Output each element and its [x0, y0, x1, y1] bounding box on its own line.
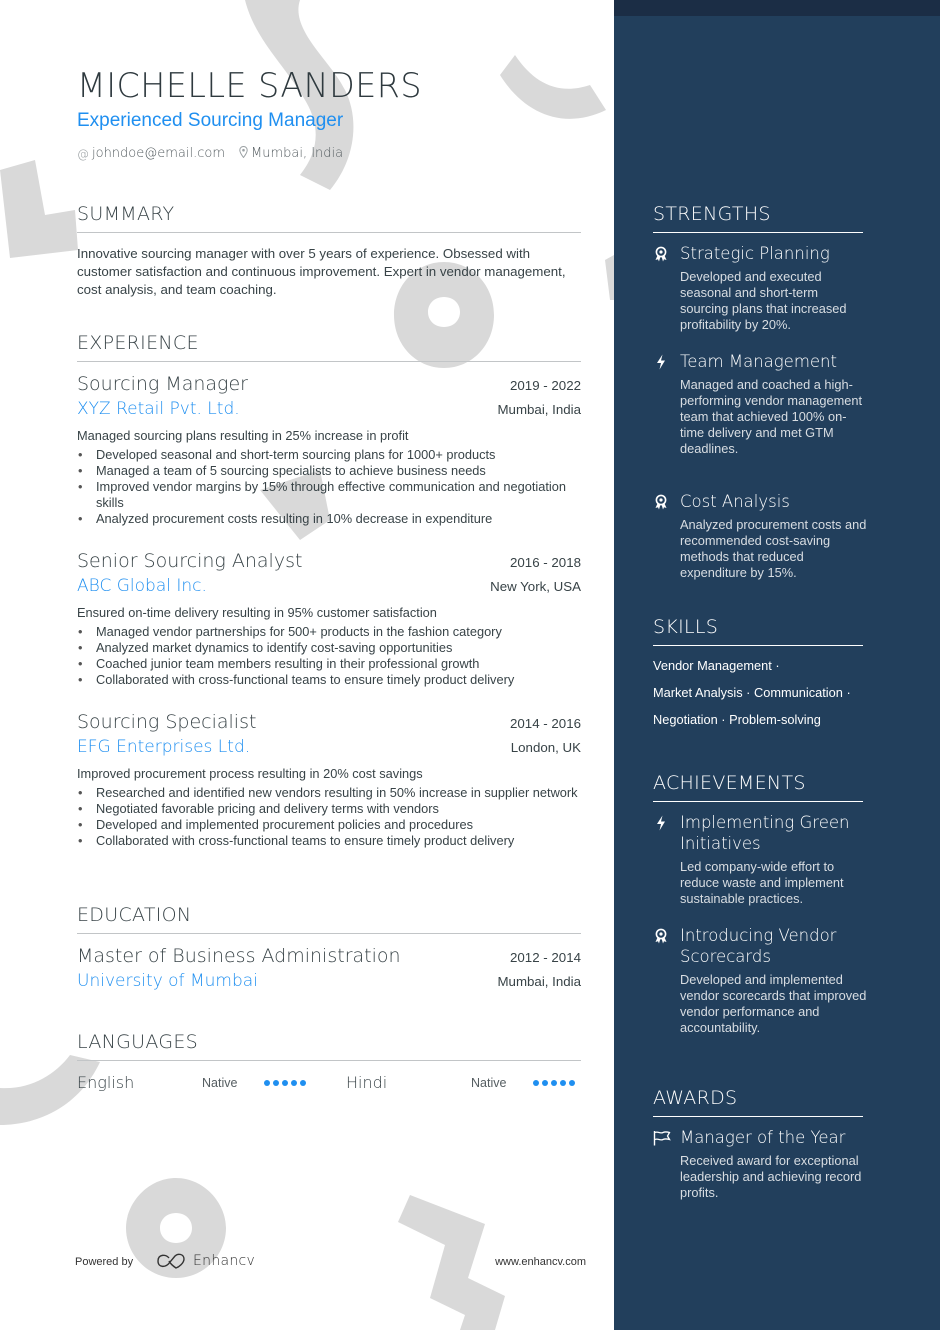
- language-level: Native: [471, 1076, 507, 1090]
- job-role: Sourcing Specialist: [77, 711, 257, 733]
- job-bullets: [77, 624, 581, 688]
- job-bullet: • Coached junior team members resulting in their professional growth: [77, 656, 581, 672]
- enhancv-logo[interactable]: [155, 1252, 255, 1270]
- sidebar: [614, 0, 940, 1330]
- job-bullets: [77, 447, 581, 527]
- section-title-awards: AWARDS: [653, 1087, 863, 1117]
- achievement-title: Introducing Vendor Scorecards: [680, 926, 837, 966]
- brand-name: Enhancv: [193, 1253, 256, 1269]
- summary-text: Innovative sourcing manager with over 5 years of experience. Obsessed with customer satisfaction and continuous improvement. Expert in vendor management, cost analysis, and team coaching.: [77, 246, 566, 297]
- lightning-bolt-icon: [653, 354, 669, 370]
- candidate-name: MICHELLE SANDERS: [77, 66, 423, 106]
- section-title-summary: SUMMARY: [77, 203, 581, 233]
- job-bullet: • Researched and identified new vendors resulting in 50% increase in supplier network: [77, 785, 581, 801]
- job-bullets: [77, 785, 581, 849]
- job-dates: 2016 - 2018: [510, 555, 581, 570]
- school[interactable]: University of Mumbai: [77, 971, 258, 991]
- lightning-bolt-icon: [653, 815, 669, 831]
- skills-line: Negotiation · Problem-solving: [653, 712, 821, 727]
- experience-entry: [77, 550, 581, 688]
- proficiency-dot: [542, 1080, 548, 1086]
- strength-description: Developed and executed seasonal and short-term sourcing plans that increased profitability by 20%.: [680, 269, 847, 332]
- job-company[interactable]: ABC Global Inc.: [77, 576, 207, 596]
- award-title: Manager of the Year: [680, 1128, 846, 1147]
- job-bullet: • Analyzed market dynamics to identify cost-saving opportunities: [77, 640, 581, 656]
- award-ribbon-icon: [653, 494, 669, 510]
- job-company[interactable]: XYZ Retail Pvt. Ltd.: [77, 399, 240, 419]
- job-bullet: • Analyzed procurement costs resulting in 10% decrease in expenditure: [77, 511, 581, 527]
- education-location: Mumbai, India: [497, 974, 581, 989]
- job-bullet: • Developed and implemented procurement policies and procedures: [77, 817, 581, 833]
- language-proficiency-dots: [264, 1080, 306, 1086]
- job-location: London, UK: [510, 740, 581, 755]
- strength-description: Managed and coached a high-performing vendor management team that achieved 100% on-time delivery and met GTM deadlines.: [680, 377, 863, 456]
- section-title-skills: SKILLS: [653, 616, 863, 646]
- language-proficiency-dots: [533, 1080, 575, 1086]
- achievement-description: Developed and implemented vendor scorecards that improved vendor performance and accountability.: [680, 972, 867, 1035]
- achievement-item: [653, 812, 868, 907]
- job-bullet: • Developed seasonal and short-term sourcing plans for 1000+ products: [77, 447, 581, 463]
- award-item: [653, 1127, 868, 1201]
- section-title-education: EDUCATION: [77, 904, 581, 934]
- award-ribbon-icon: [653, 246, 669, 262]
- skills-line: Vendor Management ·: [653, 658, 780, 673]
- job-bullet: • Negotiated favorable pricing and delivery terms with vendors: [77, 801, 581, 817]
- section-title-achievements: ACHIEVEMENTS: [653, 772, 863, 802]
- language-name: English: [77, 1073, 135, 1092]
- proficiency-dot: [273, 1080, 279, 1086]
- experience-entry: [77, 373, 581, 527]
- job-role: Senior Sourcing Analyst: [77, 550, 303, 572]
- degree: Master of Business Administration: [77, 945, 401, 967]
- education-entry: [77, 945, 581, 991]
- website-link[interactable]: www.enhancv.com: [495, 1256, 586, 1268]
- candidate-title: Experienced Sourcing Manager: [77, 110, 344, 131]
- strength-item: [653, 351, 868, 457]
- job-company[interactable]: EFG Enterprises Ltd.: [77, 737, 251, 757]
- strength-title: Cost Analysis: [680, 492, 790, 511]
- location-contact: [239, 146, 343, 161]
- education-dates: 2012 - 2014: [510, 950, 581, 965]
- job-bullet: • Collaborated with cross-functional teams to ensure timely product delivery: [77, 833, 581, 849]
- job-role: Sourcing Manager: [77, 373, 248, 395]
- language-level: Native: [202, 1076, 238, 1090]
- flag-icon: [653, 1130, 669, 1146]
- proficiency-dot: [560, 1080, 566, 1086]
- proficiency-dot: [264, 1080, 270, 1086]
- job-bullet: • Managed a team of 5 sourcing specialists to achieve business needs: [77, 463, 581, 479]
- powered-by-label: Powered by: [75, 1256, 134, 1268]
- email-text: johndoe@email.com: [92, 146, 225, 161]
- skills-line: Market Analysis · Communication ·: [653, 685, 851, 700]
- proficiency-dot: [291, 1080, 297, 1086]
- enhancv-logo-icon: [155, 1252, 187, 1270]
- languages-row: [77, 1073, 581, 1093]
- section-title-experience: EXPERIENCE: [77, 332, 581, 362]
- job-dates: 2014 - 2016: [510, 716, 581, 731]
- section-title-languages: LANGUAGES: [77, 1031, 581, 1061]
- email-contact[interactable]: [77, 146, 225, 161]
- edge-shape: [605, 255, 614, 300]
- job-bullet: • Collaborated with cross-functional teams to ensure timely product delivery: [77, 672, 581, 688]
- proficiency-dot: [569, 1080, 575, 1086]
- proficiency-dot: [533, 1080, 539, 1086]
- strength-title: Team Management: [680, 352, 837, 371]
- location-text: Mumbai, India: [251, 146, 344, 161]
- strength-item: [653, 491, 868, 581]
- achievement-item: [653, 925, 868, 1036]
- section-title-strengths: STRENGTHS: [653, 203, 863, 233]
- job-description: Improved procurement process resulting in 20% cost savings: [77, 766, 423, 781]
- contact-info: [77, 146, 343, 161]
- footer: [75, 1254, 586, 1272]
- proficiency-dot: [282, 1080, 288, 1086]
- sidebar-top-bar: [614, 0, 940, 16]
- award-description: Received award for exceptional leadership and achieving record profits.: [680, 1153, 862, 1200]
- strength-title: Strategic Planning: [680, 244, 830, 263]
- experience-entry: [77, 711, 581, 849]
- job-bullet: • Managed vendor partnerships for 500+ products in the fashion category: [77, 624, 581, 640]
- strength-description: Analyzed procurement costs and recommended cost-saving methods that reduced expenditure by 15%.: [680, 517, 867, 580]
- achievement-title: Implementing Green Initiatives: [680, 813, 850, 853]
- job-bullet: • Improved vendor margins by 15% through effective communication and negotiation skills: [77, 479, 581, 511]
- proficiency-dot: [300, 1080, 306, 1086]
- achievement-description: Led company-wide effort to reduce waste and implement sustainable practices.: [680, 859, 844, 906]
- job-location: Mumbai, India: [497, 402, 581, 417]
- at-icon: @: [77, 146, 89, 161]
- job-dates: 2019 - 2022: [510, 378, 581, 393]
- job-location: New York, USA: [490, 579, 581, 594]
- job-description: Managed sourcing plans resulting in 25% increase in profit: [77, 428, 409, 443]
- job-description: Ensured on-time delivery resulting in 95% customer satisfaction: [77, 605, 437, 620]
- arc-shape: [500, 55, 606, 119]
- language-name: Hindi: [346, 1073, 388, 1092]
- proficiency-dot: [551, 1080, 557, 1086]
- award-ribbon-icon: [653, 928, 669, 944]
- map-pin-icon: [239, 146, 248, 161]
- l-shape: [0, 160, 78, 258]
- strength-item: [653, 243, 868, 333]
